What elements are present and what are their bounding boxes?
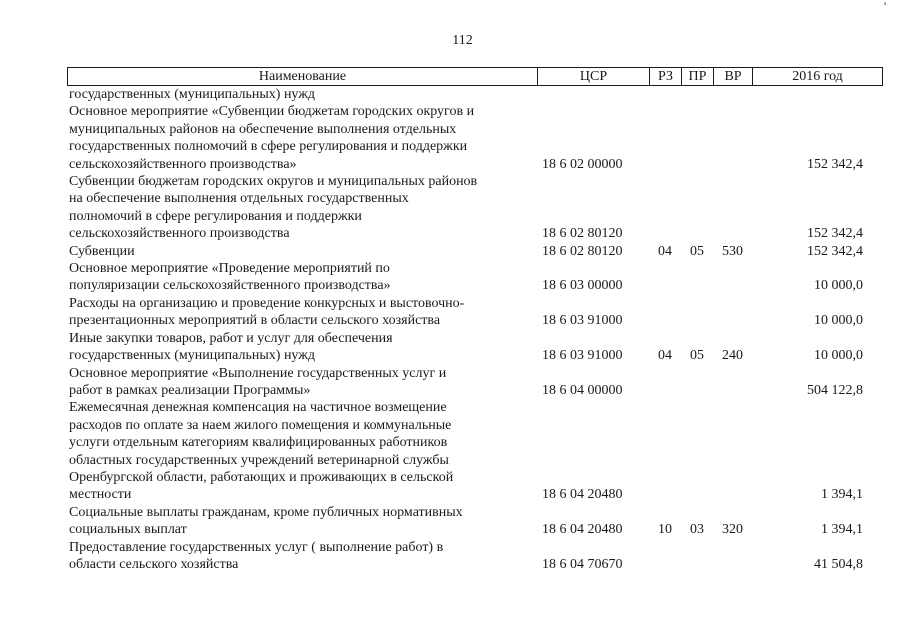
- row-name: [67, 260, 537, 295]
- row-name-line: Субвенции бюджетам городских округов и муниципальных районов: [69, 174, 478, 190]
- row-name-line: Субвенции: [69, 243, 135, 259]
- row-name: [67, 539, 537, 574]
- budget-table: [67, 67, 883, 573]
- table-body: [67, 86, 883, 573]
- row-csr: 18 6 04 20480: [542, 522, 623, 538]
- row-name-line: Оренбургской области, работающих и проживающих в сельской: [69, 469, 454, 485]
- row-csr: 18 6 02 80120: [542, 243, 623, 259]
- row-name-line: популяризации сельскохозяйственного производства»: [69, 278, 391, 294]
- row-name-line: сельскохозяйственного производства: [69, 226, 290, 242]
- header-vr: ВР: [714, 68, 753, 85]
- row-name-line: услуги отдельным категориям квалифицированных работников: [69, 435, 448, 451]
- table-row: [67, 243, 883, 260]
- header-pr: ПР: [682, 68, 714, 85]
- row-pr: 05: [690, 348, 704, 364]
- row-pr: 05: [690, 243, 704, 259]
- row-sum: 1 394,1: [821, 487, 863, 503]
- row-name: [67, 399, 537, 503]
- row-name-line: Предоставление государственных услуг ( выполнение работ) в: [69, 539, 444, 555]
- row-name-line: на обеспечение выполнения отдельных государственных: [69, 191, 409, 207]
- row-vr: 530: [722, 243, 743, 259]
- row-csr: 18 6 03 00000: [542, 278, 623, 294]
- row-name: [67, 173, 537, 243]
- row-csr: 18 6 04 70670: [542, 556, 623, 572]
- row-name-line: государственных (муниципальных) нужд: [69, 87, 316, 102]
- row-name-line: Иные закупки товаров, работ и услуг для обеспечения: [69, 330, 393, 346]
- row-csr: 18 6 03 91000: [542, 313, 623, 329]
- table-row: [67, 103, 883, 173]
- row-name: [67, 86, 537, 103]
- row-name: [67, 365, 537, 400]
- row-csr: 18 6 04 00000: [542, 382, 623, 398]
- row-sum: 152 342,4: [807, 156, 863, 172]
- row-name-line: местности: [69, 487, 132, 503]
- row-name-line: презентационных мероприятий в области сельского хозяйства: [69, 313, 441, 329]
- row-name-line: социальных выплат: [69, 522, 187, 538]
- table-row: [67, 173, 883, 243]
- row-vr: 240: [722, 348, 743, 364]
- row-csr: 18 6 02 80120: [542, 226, 623, 242]
- row-rz: 04: [658, 348, 672, 364]
- row-sum: 152 342,4: [807, 243, 863, 259]
- row-name-line: работ в рамках реализации Программы»: [69, 382, 311, 398]
- row-name-line: муниципальных районов на обеспечение выполнения отдельных: [69, 121, 457, 137]
- header-csr: ЦСР: [538, 68, 650, 85]
- row-sum: 10 000,0: [814, 278, 863, 294]
- row-name: [67, 504, 537, 539]
- page-number: 112: [452, 33, 473, 48]
- row-name-line: государственных полномочий в сфере регулирования и поддержки: [69, 139, 468, 155]
- table-row: [67, 539, 883, 574]
- row-name: [67, 103, 537, 173]
- row-csr: 18 6 02 00000: [542, 156, 623, 172]
- row-sum: 152 342,4: [807, 226, 863, 242]
- row-rz: 10: [658, 522, 672, 538]
- row-name: [67, 330, 537, 365]
- table-row: [67, 365, 883, 400]
- row-name-line: Ежемесячная денежная компенсация на частичное возмещение: [69, 400, 447, 416]
- row-pr: 03: [690, 522, 704, 538]
- row-name-line: Основное мероприятие «Проведение мероприятий по: [69, 261, 390, 277]
- header-year: 2016 год: [792, 69, 843, 84]
- table-row: [67, 504, 883, 539]
- row-sum: 41 504,8: [814, 556, 863, 572]
- table-row: [67, 86, 883, 103]
- row-sum: 1 394,1: [821, 522, 863, 538]
- header-rz: РЗ: [650, 68, 682, 85]
- row-name: [67, 243, 537, 260]
- table-row: [67, 399, 883, 503]
- row-name-line: расходов по оплате за наем жилого помещения и коммунальные: [69, 417, 452, 433]
- row-name-line: полномочий в сфере регулирования и поддержки: [69, 208, 362, 224]
- row-csr: 18 6 04 20480: [542, 487, 623, 503]
- row-sum: 504 122,8: [807, 382, 863, 398]
- row-sum: 10 000,0: [814, 348, 863, 364]
- header-name: Наименование: [68, 68, 538, 85]
- row-sum: 10 000,0: [814, 313, 863, 329]
- row-name-line: Основное мероприятие «Субвенции бюджетам городских округов и: [69, 104, 475, 120]
- table-row: [67, 330, 883, 365]
- row-name-line: области сельского хозяйства: [69, 556, 239, 572]
- row-name-line: государственных (муниципальных) нужд: [69, 348, 316, 364]
- row-vr: 320: [722, 522, 743, 538]
- row-name-line: Социальные выплаты гражданам, кроме публичных нормативных: [69, 504, 463, 520]
- table-row: [67, 260, 883, 295]
- row-csr: 18 6 03 91000: [542, 348, 623, 364]
- row-name-line: сельскохозяйственного производства»: [69, 156, 297, 172]
- row-name: [67, 295, 537, 330]
- row-name-line: областных государственных учреждений ветеринарной службы: [69, 452, 449, 468]
- table-header: [67, 67, 883, 86]
- row-name-line: Расходы на организацию и проведение конкурсных и выстовочно-: [69, 295, 465, 311]
- row-rz: 04: [658, 243, 672, 259]
- row-name-line: Основное мероприятие «Выполнение государственных услуг и: [69, 365, 447, 381]
- table-row: [67, 295, 883, 330]
- corner-mark: ': [884, 0, 887, 13]
